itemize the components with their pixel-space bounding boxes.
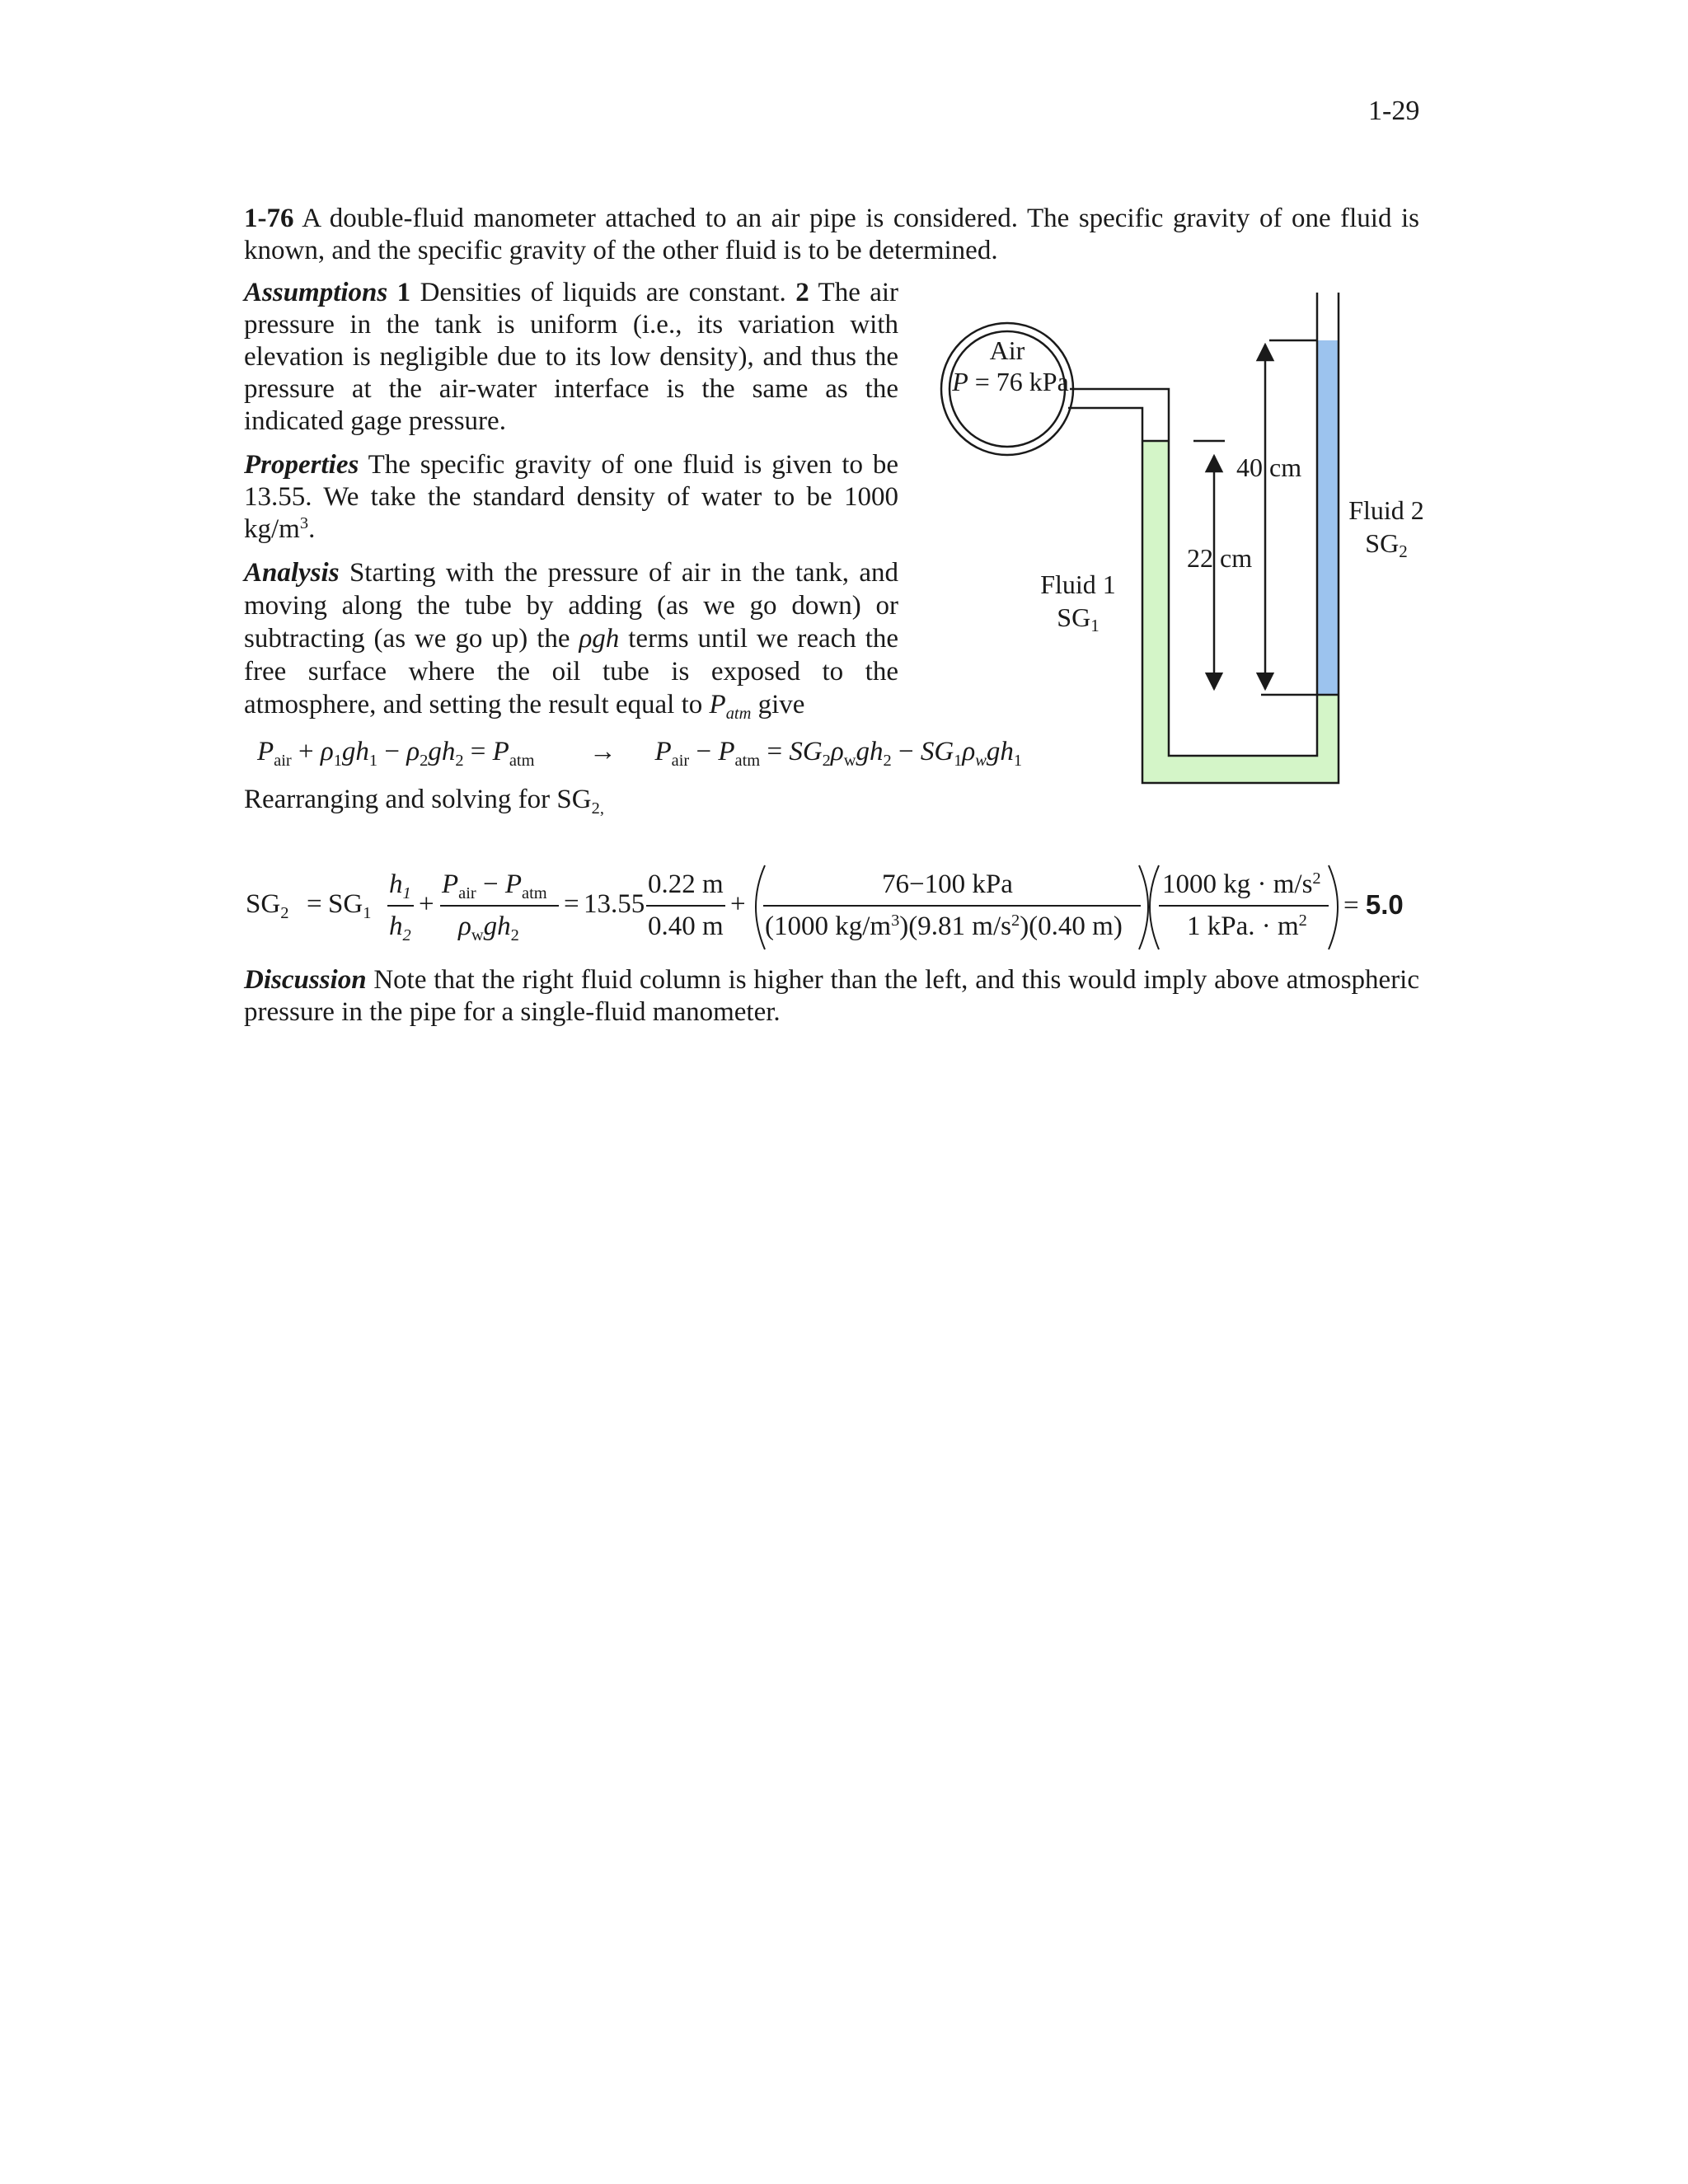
eq2-sg1: SG [328,889,363,919]
eq2-gh: gh [483,912,511,941]
patm-p: P [709,690,726,719]
problem-text: A double-fluid manometer attached to an air pipe is considered. The specific gravity of one fluid is known, and the specific gravity of the other fluid is to be determined. [244,204,1419,265]
eq2-num3: 1000 kg · m/s [1162,869,1313,899]
eq1-equals: = [470,737,486,766]
eq2-equals3: = [1343,891,1359,921]
eq1-air: air [274,752,292,771]
eq1-gh4: gh [986,737,1014,766]
analysis-text-a: Starting with the pressure of air in the tank, and moving along the tube by adding (as we go down) or subtracting (as we go up) the [244,558,898,654]
eq1-rhow2: ρ [962,737,976,766]
eq2-pair: P [442,869,459,899]
eq2-sg1-sub: 1 [363,904,372,923]
eq1-sg1-sub: 1 [954,752,963,771]
eq2-plus1: + [419,889,434,919]
fluid2-sg-text: SG [1365,528,1400,558]
eq1-gh3: gh [856,737,884,766]
pressure-value: = 76 kPa [968,367,1069,396]
eq2-paren-left-2 [1150,865,1159,949]
discussion-paragraph [244,964,1419,1029]
eq2-den3: 1 kPa. · m [1187,912,1299,941]
eq1-gh1: gh [341,737,369,766]
eq1-sg2-sub: 2 [822,752,831,771]
eq2-den1: 0.40 m [648,912,724,941]
eq1-p4: P [718,737,735,766]
fluid1-sg-text: SG [1057,602,1091,632]
fluid1-sg-sub: 1 [1090,616,1100,635]
analysis-text-c: give [757,690,805,719]
eq2-den2-b: )(9.81 m/s [899,912,1011,941]
eq2-equals1: = [307,889,322,919]
discussion-heading: Discussion [244,965,367,995]
dim-40-label: 40 cm [1236,452,1302,482]
eq1-rho1: ρ [320,737,334,766]
eq1-arrow: → [589,737,617,766]
page-number: 1-29 [1368,96,1420,126]
eq2-rho: ρ [458,912,471,941]
fluid-2-region [1317,340,1339,695]
eq1-h4-sub: 1 [1013,752,1023,771]
eq2-paren-right-2 [1329,865,1338,949]
dim-22-label: 22 cm [1187,543,1253,573]
eq1-gh2: gh [428,737,456,766]
eq2-rho-sub: w [471,926,484,945]
eq2-coef: 13.55 [584,889,645,919]
eq1-p3: P [654,737,672,766]
eq1-h2-sub: 2 [455,752,464,771]
eq2-den2-a: (1000 kg/m [765,912,892,941]
fluid-1-region [1142,441,1339,783]
eq1-minus: − [384,737,401,766]
rearranging-label: Rearranging and solving for SG [244,785,592,814]
properties-heading: Properties [244,450,359,480]
fluid2-sg-sub: 2 [1399,541,1408,561]
eq2-den2-sup2: 2 [1010,911,1020,930]
eq1-p: P [257,737,274,766]
fluid1-sg [1057,602,1099,635]
eq1-atm2: atm [734,752,761,771]
eq2-gh-sub: 2 [510,926,519,945]
assumption-2-text: The air pressure in the tank is uniform (i.e., its variation with elevation is negligible due to its low density), and thus the pressure at the air-water interface is the same as the indicated gage pressure. [244,278,899,436]
eq2-h1: h [389,869,403,899]
eq1-sg2: SG [789,737,823,766]
eq2-air: air [458,884,476,903]
pipe-top-wall [1070,293,1317,756]
eq1-atm: atm [509,752,535,771]
assumption-1-text: Densities of liquids are constant. [420,278,786,307]
assumption-1-number: 1 [396,278,411,307]
eq1-h1-sub: 1 [368,752,378,771]
eq1-p2: P [492,737,509,766]
eq1-rhow2-sub: w [975,752,987,771]
eq1-rho1-sub: 1 [333,752,342,771]
eq2-plus2: + [730,889,746,919]
pipe-bottom-wall [1068,293,1339,783]
pressure-label: P = 76 kPa [952,367,1069,396]
properties-end: . [308,514,316,544]
eq2-num3-sup: 2 [1312,869,1321,888]
eq1-h3-sub: 2 [883,752,892,771]
eq2-num1: 0.22 m [648,869,724,899]
eq1-rhow-sub: w [843,752,856,771]
eq2-equals2: = [564,889,579,919]
eq2-paren-right-1 [1139,865,1148,949]
eq2-paren-left-1 [756,865,765,949]
eq2-h2-sub: 2 [402,926,411,945]
eq1-equals2: = [767,737,783,766]
eq2-minus: − [482,869,499,899]
eq2-den3-sup: 2 [1298,911,1307,930]
eq2-h2: h [389,912,403,941]
eq1-air2: air [671,752,690,771]
eq1-rhow: ρ [830,737,844,766]
fluid2-sg [1365,528,1407,561]
eq1-rho2: ρ [406,737,420,766]
problem-number: 1-76 [244,204,294,233]
rearranging-sub: 2, [591,799,604,818]
assumption-2-number: 2 [795,278,809,307]
patm-sub: atm [725,705,752,724]
eq1-plus: + [298,737,314,766]
eq2-num2: 76−100 kPa [882,869,1013,899]
analysis-text-b: terms until we reach the free surface where the oil tube is exposed to the atmosphere, and setting the result equal to [244,624,899,719]
eq1-sg1: SG [920,737,954,766]
manometer-figure [0,0,1688,824]
fluid1-name: Fluid 1 [1040,569,1116,599]
eq2-sg-sub2: 2 [280,904,289,923]
eq1-rho2-sub: 2 [420,752,429,771]
eq1-minus2: − [696,737,712,766]
fluid2-name: Fluid 2 [1348,495,1424,525]
analysis-heading: Analysis [244,558,340,588]
air-label: Air [989,335,1025,365]
analysis-rho-gh: ρgh [579,624,620,654]
properties-sup: 3 [299,513,309,532]
eq2-den2-sup: 3 [891,911,900,930]
eq2-den2-c: )(0.40 m) [1020,912,1123,941]
eq1-minus3: − [898,737,914,766]
properties-text: The specific gravity of one fluid is given to be 13.55. We take the standard density of water to be 1000 kg/m [244,450,898,544]
eq2-result: 5.0 [1365,889,1404,920]
eq2-atm: atm [522,884,547,903]
eq2-sg: SG [246,889,281,919]
assumptions-heading: Assumptions [244,278,388,307]
eq2-patm: P [504,869,523,899]
discussion-text: Note that the right fluid column is higher than the left, and this would imply above atmospheric pressure in the pipe for a single-fluid manometer. [244,965,1419,1027]
eq2-h1-sub: 1 [402,884,411,903]
